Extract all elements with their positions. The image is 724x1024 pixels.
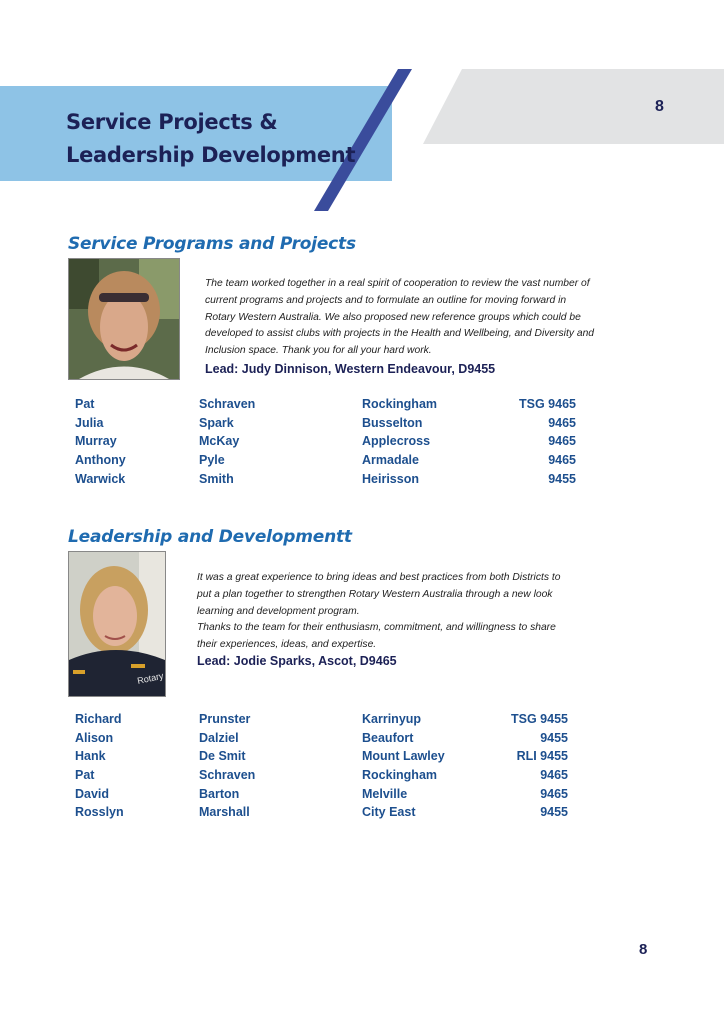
member-last-name: Smith	[199, 471, 234, 486]
member-club: Armadale	[362, 453, 419, 468]
member-first-name: Anthony	[75, 453, 126, 468]
page-number-bottom: 8	[639, 941, 648, 958]
member-last-name: Prunster	[199, 712, 251, 726]
section1-description-line: The team worked together in a real spirit of cooperation to review the vast number of	[205, 278, 590, 289]
member-last-name: Marshall	[199, 805, 250, 820]
table-row	[75, 805, 568, 824]
section2-description-line: their experiences, ideas, and expertise.	[197, 639, 377, 651]
section2-description-line: learning and development program.	[197, 605, 360, 617]
section2-description-line: Thanks to the team for their enthusiasm, commitment, and willingness to share	[197, 622, 556, 634]
member-first-name: Alison	[75, 730, 114, 745]
member-district: RLI 9455	[516, 749, 568, 764]
member-last-name: Barton	[199, 786, 240, 801]
member-club: Beaufort	[362, 730, 414, 745]
table-row	[75, 731, 568, 750]
portrait-photo-judy	[68, 258, 180, 380]
member-district: 9465	[540, 786, 568, 801]
section1-description-line: Rotary Western Australia. We also proposed new reference groups which could be	[205, 311, 581, 323]
page-number-top: 8	[655, 98, 664, 115]
page-title	[66, 106, 355, 172]
member-first-name: Warwick	[75, 471, 126, 486]
member-district: 9465	[548, 434, 576, 449]
member-club: Rockingham	[362, 768, 438, 783]
page-title-line-2: Leadership Development	[66, 143, 356, 167]
table-row	[75, 397, 576, 416]
portrait-photo-jodie	[68, 551, 166, 697]
member-district: 9455	[548, 471, 576, 486]
member-first-name: Rosslyn	[75, 805, 124, 820]
table-row	[75, 768, 568, 787]
table-row	[75, 434, 576, 453]
member-club: Melville	[362, 786, 408, 801]
section-title-leadership: Leadership and Developmentt	[68, 527, 352, 547]
section2-description	[197, 570, 617, 654]
member-last-name: De Smit	[199, 749, 246, 764]
section1-description	[205, 276, 635, 360]
section2-member-table	[75, 712, 568, 824]
member-first-name: Hank	[75, 749, 106, 764]
member-club: Heirisson	[362, 471, 419, 486]
member-last-name: Pyle	[199, 453, 225, 468]
section2-description-line: It was a great experience to bring ideas and best practices from both Districts to	[197, 572, 561, 583]
member-last-name: McKay	[199, 434, 240, 449]
member-first-name: Murray	[75, 434, 117, 449]
member-first-name: Richard	[75, 712, 122, 726]
section-title-service-programs: Service Programs and Projects	[68, 234, 356, 254]
member-club: Karrinyup	[362, 712, 422, 726]
member-club: Busselton	[362, 415, 423, 430]
member-district: 9465	[548, 415, 576, 430]
member-first-name: Pat	[75, 768, 95, 783]
section2-lead: Lead: Jodie Sparks, Ascot, D9465	[197, 654, 397, 668]
member-first-name: Pat	[75, 397, 95, 411]
table-row	[75, 787, 568, 806]
section2-description-line: put a plan together to strengthen Rotary Western Australia through a new look	[197, 588, 553, 600]
member-last-name: Schraven	[199, 768, 256, 783]
member-last-name: Dalziel	[199, 730, 239, 745]
section1-description-line: developed to assist clubs with projects in the Health and Wellbeing, and Diversity and	[205, 328, 595, 340]
table-row	[75, 749, 568, 768]
header-grey-band	[423, 69, 724, 144]
page-title-line-1: Service Projects &	[66, 110, 278, 134]
member-district: 9455	[540, 805, 568, 820]
member-first-name: Julia	[75, 415, 104, 430]
section1-description-line: Inclusion space. Thank you for all your hard work.	[205, 345, 432, 357]
table-row	[75, 472, 576, 491]
member-district: 9465	[540, 768, 568, 783]
member-club: Applecross	[362, 434, 431, 449]
table-row	[75, 416, 576, 435]
member-district: TSG 9455	[511, 712, 568, 726]
member-first-name: David	[75, 786, 110, 801]
section1-member-table	[75, 397, 576, 490]
table-row	[75, 453, 576, 472]
table-row	[75, 712, 568, 731]
member-district: 9455	[540, 730, 568, 745]
member-district: TSG 9465	[519, 397, 576, 411]
photo-shirt-logo: Rotary	[136, 670, 165, 686]
member-club: Rockingham	[362, 397, 438, 411]
member-club: City East	[362, 805, 416, 820]
member-district: 9465	[548, 453, 576, 468]
member-club: Mount Lawley	[362, 749, 445, 764]
section1-lead: Lead: Judy Dinnison, Western Endeavour, D9455	[205, 362, 496, 376]
section1-description-line: current programs and projects and to formulate an outline for moving forward in	[205, 294, 567, 306]
member-last-name: Spark	[199, 415, 234, 430]
member-last-name: Schraven	[199, 397, 256, 411]
